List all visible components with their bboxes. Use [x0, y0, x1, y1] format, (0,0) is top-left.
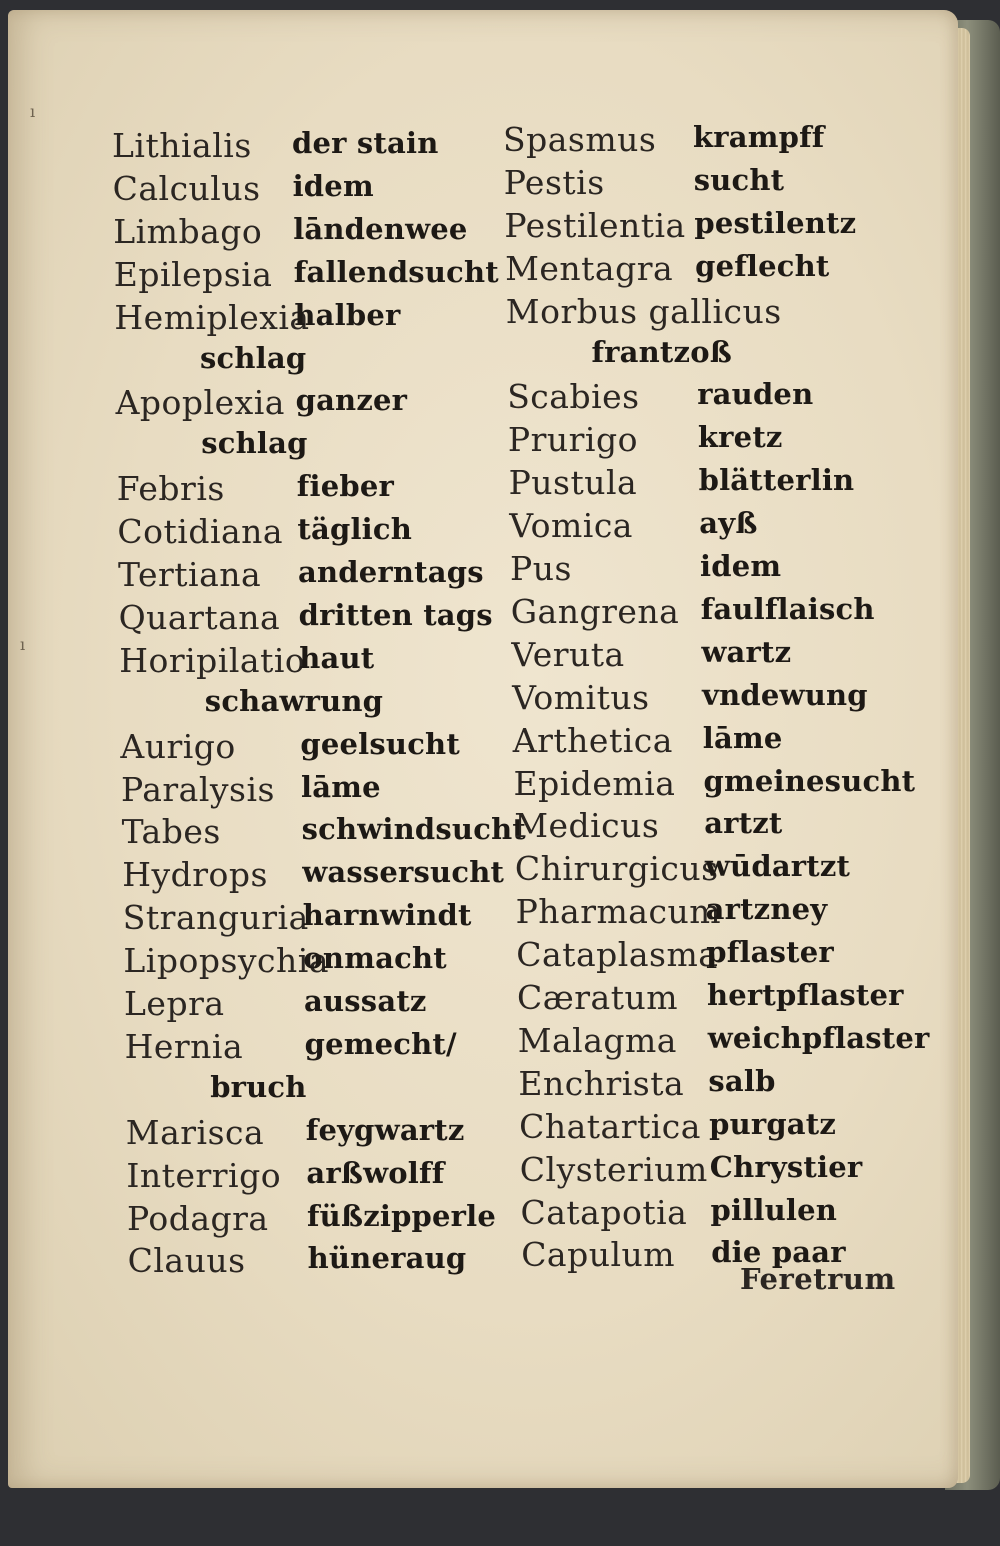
latin-term: Horipilatio [119, 640, 306, 680]
german-term: wassersucht [302, 855, 505, 890]
latin-term: Quartana [118, 597, 281, 637]
latin-term: Limbago [113, 211, 263, 251]
latin-term: Catapotia [520, 1192, 688, 1232]
latin-term: Veruta [511, 634, 625, 674]
latin-term: Cataplasma [516, 935, 719, 975]
latin-term: Hernia [124, 1026, 244, 1066]
latin-term: Clauus [127, 1241, 246, 1281]
latin-term: Hemiplexia [114, 297, 310, 337]
latin-term: Arthetica [512, 720, 673, 760]
latin-term: Febris [116, 469, 225, 509]
latin-term: Cotidiana [117, 512, 284, 552]
german-term: ganzer [295, 383, 408, 418]
latin-term: Chirurgicus [514, 849, 719, 889]
latin-term: Prurigo [507, 420, 638, 460]
german-term: wūdartzt [704, 849, 851, 884]
german-term: schwindsucht [301, 812, 526, 847]
latin-term: Spasmus [503, 120, 657, 159]
catchword: Feretrum [740, 1262, 896, 1296]
latin-term: Calculus [112, 168, 261, 208]
german-term: rauden [697, 377, 814, 412]
german-term: lāme [702, 720, 783, 755]
latin-term: Vomica [509, 506, 633, 546]
german-term: pestilentz [694, 205, 857, 240]
german-term: bruch [210, 1069, 307, 1104]
german-term: purgatz [709, 1106, 837, 1141]
german-term: vndewung [702, 677, 868, 712]
latin-term: Apoplexia [115, 383, 285, 423]
latin-term: Cæratum [517, 978, 679, 1017]
german-term: faulflaisch [700, 591, 875, 626]
german-term: geflecht [695, 248, 830, 283]
german-term: weichpflaster [707, 1020, 930, 1055]
latin-term: Gangrena [510, 591, 680, 631]
latin-term: Malagma [517, 1020, 677, 1060]
latin-term: Stranguria [122, 898, 309, 938]
german-term: ayß [699, 506, 758, 541]
german-term: der stain [292, 126, 439, 160]
german-term: haut [299, 640, 375, 675]
latin-term: Tabes [121, 812, 221, 852]
german-term: frantzoß [591, 334, 732, 369]
german-term: blätterlin [698, 463, 855, 498]
latin-term: Capulum [521, 1235, 676, 1275]
margin-mark: ı [20, 635, 26, 654]
latin-term: Chatartica [519, 1106, 701, 1146]
latin-term: Pharmacum [515, 892, 721, 932]
german-term: schlag [200, 340, 307, 375]
latin-term: Clysterium [519, 1149, 708, 1189]
german-term: wartz [701, 634, 792, 669]
german-term: fallendsucht [293, 254, 499, 289]
german-term: salb [708, 1063, 776, 1098]
german-term: artzt [704, 806, 783, 841]
german-term: feygwartz [305, 1112, 465, 1147]
latin-term: Lepra [124, 984, 225, 1023]
german-term: krampff [693, 120, 825, 154]
german-term: fieber [296, 469, 394, 504]
latin-term: Scabies [507, 377, 640, 417]
german-term: gemecht/ [304, 1026, 457, 1061]
german-term: dritten tags [298, 597, 493, 632]
german-term: artzney [705, 892, 828, 927]
german-term: sucht [693, 162, 785, 197]
german-term: halber [294, 297, 401, 332]
latin-term: Marisca [125, 1112, 265, 1152]
latin-term: Paralysis [121, 769, 275, 809]
german-term: die paar [711, 1235, 846, 1270]
german-term: pflaster [706, 935, 834, 970]
german-term: geelsucht [300, 726, 460, 761]
latin-term: Morbus gallicus [505, 291, 782, 331]
german-term: aussatz [304, 984, 427, 1018]
german-term: anderntags [298, 555, 484, 589]
latin-term: Epilepsia [113, 254, 273, 294]
german-term: schlag [201, 426, 308, 461]
german-term: pillulen [710, 1192, 838, 1227]
german-term: idem [700, 549, 782, 583]
german-term: lāndenwee [293, 211, 468, 246]
german-term: onmacht [303, 941, 447, 976]
latin-term: Vomitus [512, 677, 650, 717]
german-term: hertpflaster [707, 978, 904, 1012]
german-term: arßwolff [306, 1155, 445, 1190]
german-term: füßzipperle [307, 1198, 497, 1233]
latin-term: Mentagra [505, 248, 674, 288]
german-term: täglich [297, 512, 413, 547]
latin-term: Medicus [514, 806, 660, 846]
german-term: lāme [301, 769, 381, 804]
latin-term: Pus [510, 549, 572, 588]
latin-term: Lithialis [112, 126, 252, 165]
latin-term: Hydrops [122, 855, 268, 895]
latin-term: Pustula [508, 463, 638, 503]
latin-term: Aurigo [120, 726, 236, 766]
latin-term: Tertiana [118, 555, 262, 594]
latin-term: Pestis [503, 162, 605, 202]
german-term: gmeinesucht [703, 763, 916, 798]
german-term: kretz [697, 420, 783, 455]
latin-term: Podagra [127, 1198, 269, 1238]
latin-term: Epidemia [513, 763, 676, 803]
latin-term: Lipopsychia [123, 941, 330, 981]
german-term: Chrystier [709, 1149, 863, 1184]
latin-term: Enchrista [518, 1063, 685, 1103]
latin-term: Pestilentia [504, 205, 686, 245]
german-term: hüneraug [307, 1241, 467, 1276]
margin-mark: ı [30, 102, 36, 121]
german-term: idem [292, 168, 374, 203]
german-term: harnwindt [302, 898, 472, 933]
german-term: schawrung [204, 683, 384, 718]
latin-term: Interrigo [126, 1155, 282, 1195]
